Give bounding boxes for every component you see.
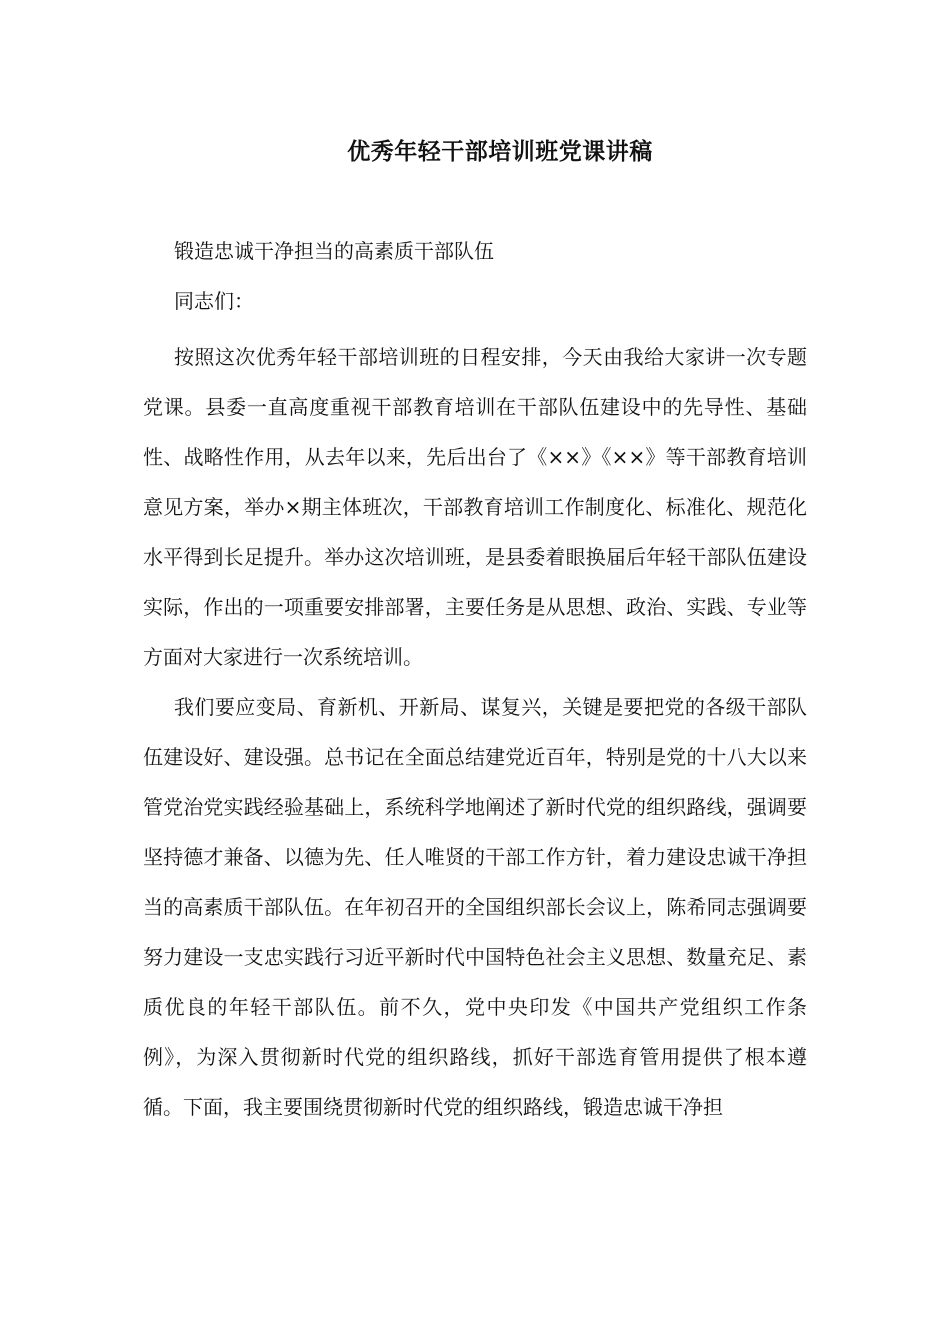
document-subtitle: 锻造忠诚干净担当的高素质干部队伍 [174, 239, 494, 263]
document-title: 优秀年轻干部培训班党课讲稿 [347, 139, 653, 165]
paragraph-1: 按照这次优秀年轻干部培训班的日程安排，今天由我给大家讲一次专题党课。县委一直高度重视干部教育培训在干部队伍建设中的先导性、基础性、战略性作用，从去年以来，先后出台了《××》《××》等干部教育培训意见方案，举办×期主体班次，干部教育培训工作制度化、标准化、规范化水平得到长足提升。举办这次培训班，是县委着眼换届后年轻干部队伍建设实际，作出的一项重要安排部署，主要任务是从思想、政治、实践、专业等方面对大家进行一次系统培训。 [143, 345, 807, 669]
salutation: 同志们： [174, 289, 254, 313]
body-text [143, 332, 807, 1132]
paragraph-2: 我们要应变局、育新机、开新局、谋复兴，关键是要把党的各级干部队伍建设好、建设强。总书记在全面总结建党近百年，特别是党的十八大以来管党治党实践经验基础上，系统科学地阐述了新时代党的组织路线，强调要坚持德才兼备、以德为先、任人唯贤的干部工作方针，着力建设忠诚干净担当的高素质干部队伍。在年初召开的全国组织部长会议上，陈希同志强调要努力建设一支忠实践行习近平新时代中国特色社会主义思想、数量充足、素质优良的年轻干部队伍。前不久，党中央印发《中国共产党组织工作条例》，为深入贯彻新时代党的组织路线，抓好干部选育管用提供了根本遵循。下面，我主要围绕贯彻新时代党的组织路线，锻造忠诚干净担 [143, 695, 807, 1119]
